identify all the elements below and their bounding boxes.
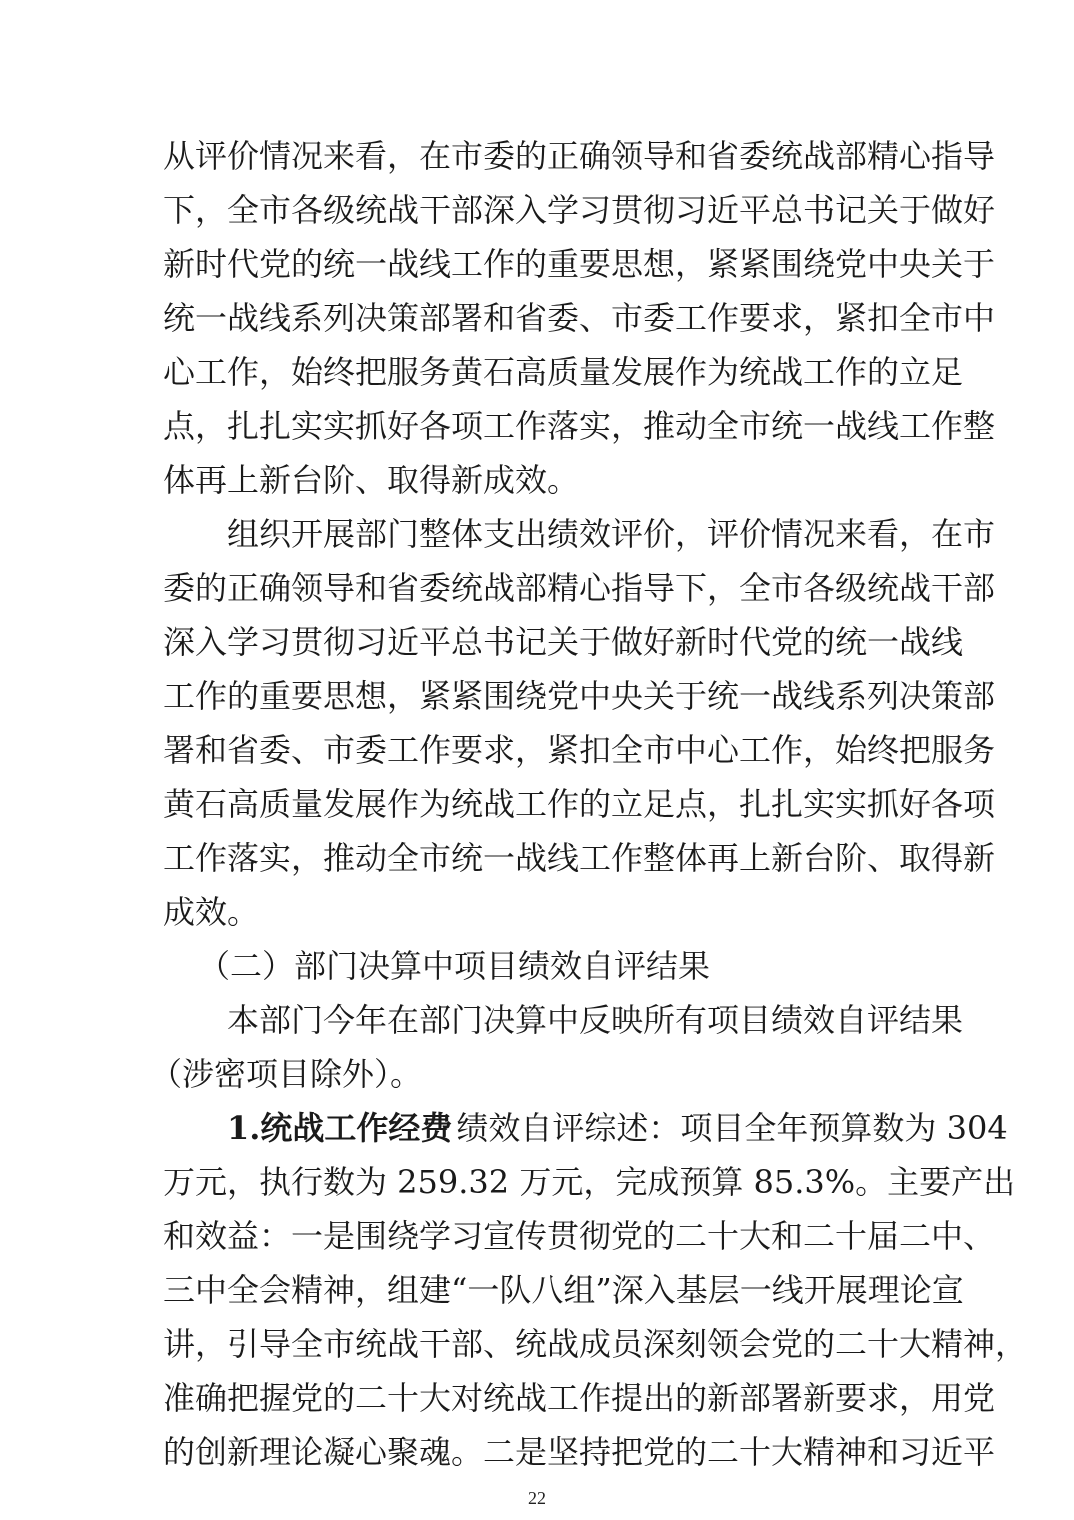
paragraph-line: 下，全市各级统战干部深入学习贯彻习近平总书记关于做好 [163, 191, 996, 229]
paragraph-line: 黄石高质量发展作为统战工作的立足点，扎扎实实抓好各项 [163, 785, 996, 823]
paragraph-line: 点，扎扎实实抓好各项工作落实，推动全市统一战线工作整 [163, 407, 996, 445]
paragraph-line: 署和省委、市委工作要求，紧扣全市中心工作，始终把服务 [163, 731, 996, 769]
item-1-lead: 绩效自评综述：项目全年预算数为 304 [456, 1109, 1008, 1147]
item-1-first-line [227, 1108, 1008, 1148]
paragraph-line: 委的正确领导和省委统战部精心指导下，全市各级统战干部 [163, 569, 996, 607]
paragraph-line: 心工作，始终把服务黄石高质量发展作为统战工作的立足 [163, 353, 964, 391]
paragraph-line: 成效。 [163, 893, 260, 931]
paragraph-line: 的创新理论凝心聚魂。二是坚持把党的二十大精神和习近平 [163, 1433, 996, 1471]
paragraph-line: 从评价情况来看，在市委的正确领导和省委统战部精心指导 [163, 137, 996, 175]
paragraph-line: 本部门今年在部门决算中反映所有项目绩效自评结果 [227, 1001, 964, 1039]
paragraph-line: 工作落实，推动全市统一战线工作整体再上新台阶、取得新 [163, 839, 996, 877]
paragraph-line: 三中全会精神，组建“一队八组”深入基层一线开展理论宣 [163, 1271, 964, 1309]
paragraph-line: 深入学习贯彻习近平总书记关于做好新时代党的统一战线 [163, 623, 964, 661]
paragraph-line: 统一战线系列决策部署和省委、市委工作要求，紧扣全市中 [163, 299, 996, 337]
page-number: 22 [528, 1488, 546, 1508]
paragraph-line: 工作的重要思想，紧紧围绕党中央关于统一战线系列决策部 [163, 677, 996, 715]
paragraph-line: 体再上新台阶、取得新成效。 [163, 461, 580, 499]
item-1-title: 1.统战工作经费 [227, 1109, 453, 1147]
paragraph-line: 新时代党的统一战线工作的重要思想，紧紧围绕党中央关于 [163, 245, 996, 283]
paragraph-line: 讲，引导全市统战干部、统战成员深刻领会党的二十大精神， [163, 1325, 1028, 1363]
paragraph-line: 和效益：一是围绕学习宣传贯彻党的二十大和二十届二中、 [163, 1217, 996, 1255]
paragraph-line: 组织开展部门整体支出绩效评价，评价情况来看，在市 [227, 515, 996, 553]
paragraph-line: 准确把握党的二十大对统战工作提出的新部署新要求，用党 [163, 1379, 996, 1417]
paragraph-line: （涉密项目除外）。 [150, 1055, 423, 1093]
paragraph-line: 万元，执行数为 259.32 万元，完成预算 85.3%。主要产出 [163, 1163, 1016, 1201]
section-heading: （二）部门决算中项目绩效自评结果 [198, 947, 711, 985]
